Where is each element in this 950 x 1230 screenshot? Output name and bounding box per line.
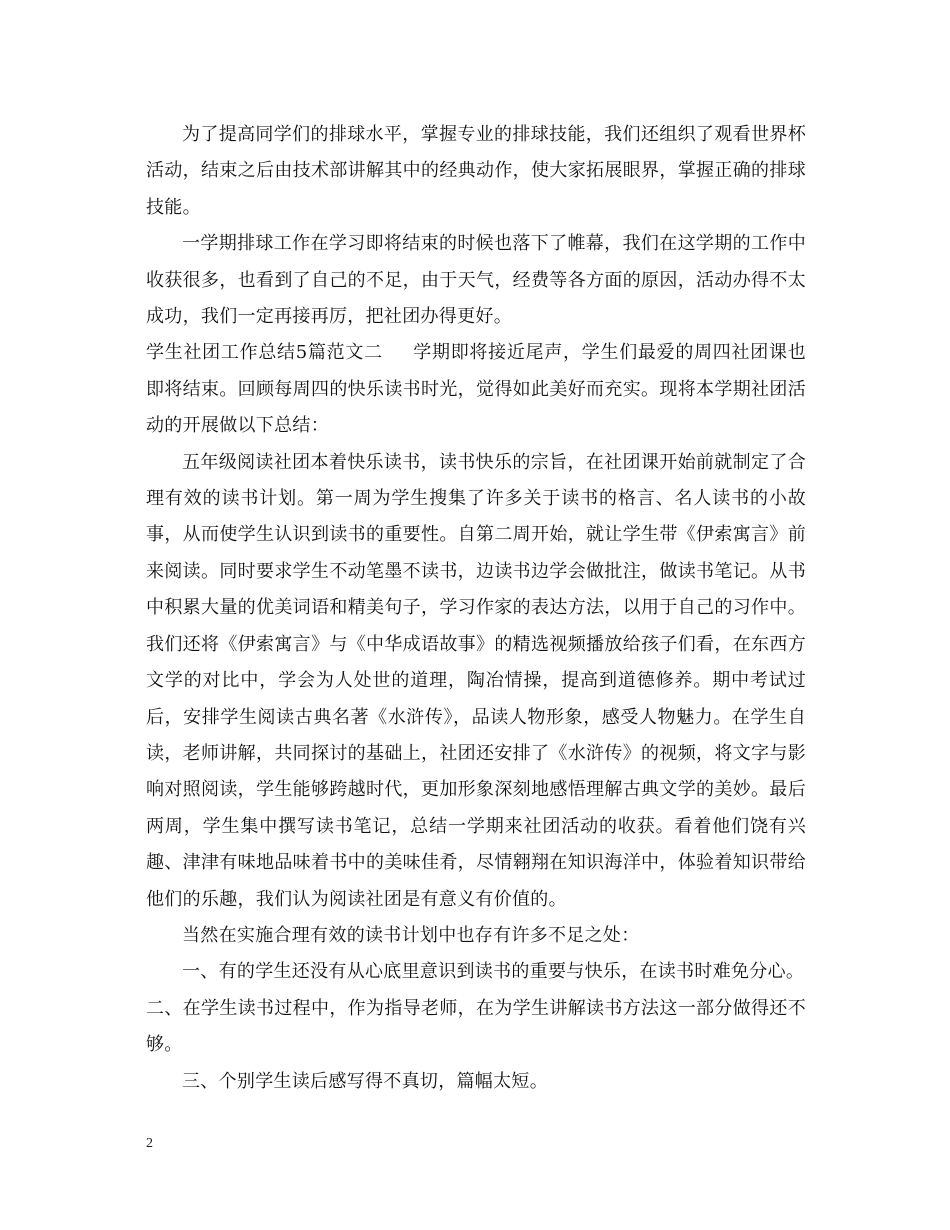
section-heading: 学生社团工作总结5篇范文二 bbox=[146, 342, 383, 364]
paragraph-volleyball-summary: 一学期排球工作在学习即将结束的时候也落下了帷幕，我们在这学期的工作中收获很多，也看到了自己的不足，由于天气，经费等各方面的原因，活动办得不太成功，我们一定再接再厉，把社团办得更好。 bbox=[146, 233, 806, 328]
paragraph-reading-club: 五年级阅读社团本着快乐读书，读书快乐的宗旨，在社团课开始前就制定了合理有效的读书计划。第一周为学生搜集了许多关于读书的格言、名人读书的小故事，从而使学生认识到读书的重要性。自第二周开始，就让学生带《伊索寓言》前来阅读。同时要求学生不动笔墨不读书，边读书边学会做批注，做读书笔记。从书中积累大量的优美词语和精美句子，学习作家的表达方法，以用于自己的习作中。我们还将《伊索寓言》与《中华成语故事》的精选视频播放给孩子们看，在东西方文学的对比中，学会为人处世的道理，陶冶情操，提高到道德修养。期中考试过后，安排学生阅读古典名著《水浒传》，品读人物形象，感受人物魅力。在学生自读，老师讲解，共同探讨的基础上，社团还安排了《水浒传》的视频，将文字与影响对照阅读，学生能够跨越时代，更加形象深刻地感悟理解古典文学的美妙。最后两周，学生集中撰写读书笔记，总结一学期来社团活动的收获。看着他们饶有兴趣、津津有味地品味着书中的美味佳肴，尽情翱翔在知识海洋中，体验着知识带给他们的乐趣，我们认为阅读社团是有意义有价值的。 bbox=[146, 451, 806, 910]
paragraph-shortcomings-intro: 当然在实施合理有效的读书计划中也存有许多不足之处： bbox=[182, 924, 640, 946]
section-heading-line bbox=[146, 335, 806, 444]
list-item-1: 一、有的学生还没有从心底里意识到读书的重要与快乐，在读书时难免分心。 bbox=[182, 961, 805, 983]
document-body bbox=[146, 117, 806, 1100]
section-intro: 学期即将接近尾声，学生们最爱的周四社团课也即将结束。回顾每周四的快乐读书时光，觉得如此美好而充实。现将本学期社团活动的开展做以下总结： bbox=[146, 342, 806, 437]
list-item-3: 三、个别学生读后感写得不真切，篇幅太短。 bbox=[182, 1070, 548, 1092]
list-item-2: 二、在学生读书过程中，作为指导老师，在为学生讲解读书方法这一部分做得还不够。 bbox=[146, 997, 806, 1056]
paragraph-volleyball-skills: 为了提高同学们的排球水平，掌握专业的排球技能，我们还组织了观看世界杯活动，结束之后由技术部讲解其中的经典动作，使大家拓展眼界，掌握正确的排球技能。 bbox=[146, 124, 806, 218]
page-number: 2 bbox=[146, 1136, 153, 1151]
